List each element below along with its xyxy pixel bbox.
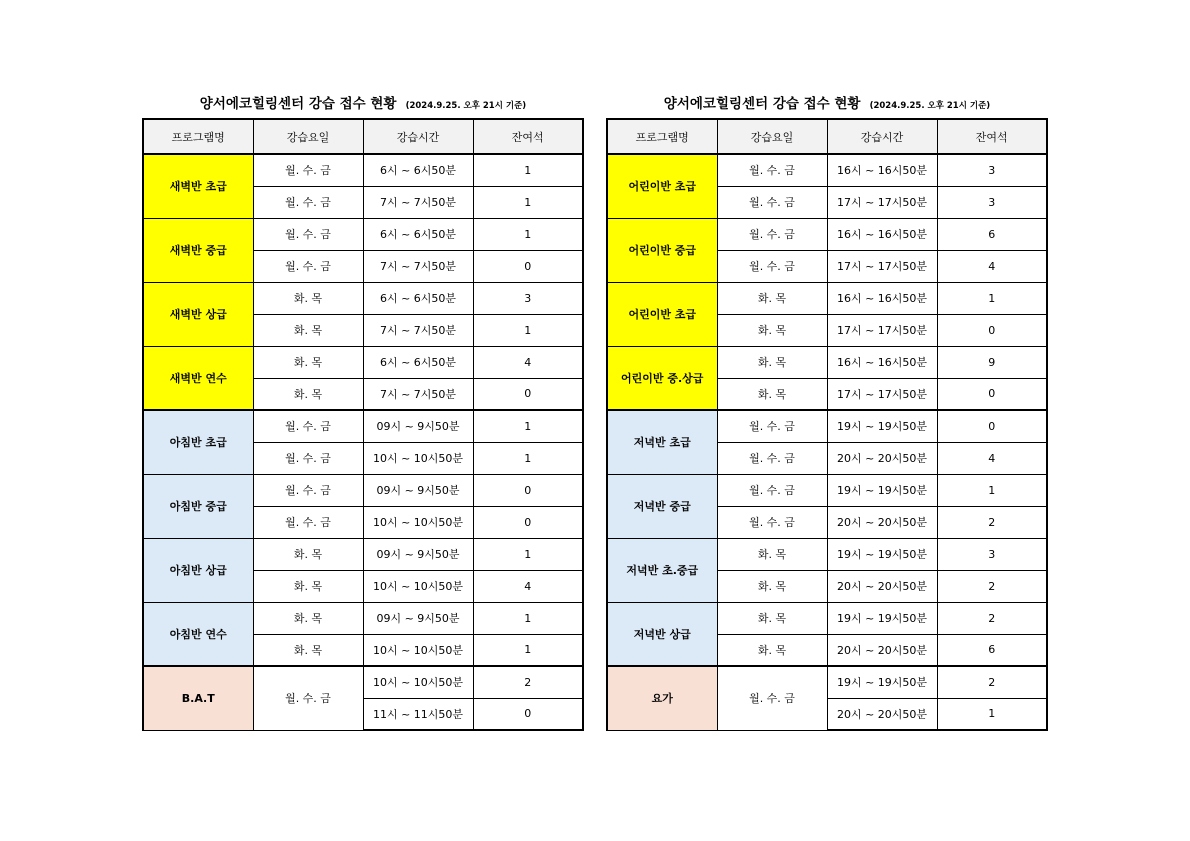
time-cell: 7시 ~ 7시50분 xyxy=(363,186,473,218)
day-cell: 화. 목 xyxy=(717,538,827,570)
program-name-cell: 어린이반 초급 xyxy=(607,154,717,218)
time-cell: 20시 ~ 20시50분 xyxy=(827,506,937,538)
time-cell: 10시 ~ 10시50분 xyxy=(363,442,473,474)
table-body xyxy=(143,154,583,730)
program-name-cell: 어린이반 중.상급 xyxy=(607,346,717,410)
time-cell: 6시 ~ 6시50분 xyxy=(363,154,473,186)
seats-cell: 0 xyxy=(473,250,583,282)
seats-cell: 1 xyxy=(937,698,1047,730)
table-row xyxy=(143,282,583,314)
seats-cell: 3 xyxy=(937,154,1047,186)
seats-cell: 4 xyxy=(937,250,1047,282)
time-cell: 6시 ~ 6시50분 xyxy=(363,346,473,378)
header-time: 강습시간 xyxy=(363,119,473,154)
seats-cell: 1 xyxy=(473,154,583,186)
day-cell: 월. 수. 금 xyxy=(717,218,827,250)
day-cell: 월. 수. 금 xyxy=(253,442,363,474)
day-cell: 월. 수. 금 xyxy=(717,186,827,218)
time-cell: 20시 ~ 20시50분 xyxy=(827,698,937,730)
table-row xyxy=(607,346,1047,378)
day-cell: 월. 수. 금 xyxy=(253,186,363,218)
seats-cell: 1 xyxy=(473,218,583,250)
table-row xyxy=(143,602,583,634)
time-cell: 19시 ~ 19시50분 xyxy=(827,666,937,698)
time-cell: 10시 ~ 10시50분 xyxy=(363,506,473,538)
day-cell: 월. 수. 금 xyxy=(253,250,363,282)
time-cell: 10시 ~ 10시50분 xyxy=(363,634,473,666)
seats-cell: 0 xyxy=(937,378,1047,410)
program-name-cell: 어린이반 중급 xyxy=(607,218,717,282)
seats-cell: 3 xyxy=(473,282,583,314)
seats-cell: 6 xyxy=(937,634,1047,666)
program-name-cell: 새벽반 중급 xyxy=(143,218,253,282)
time-cell: 17시 ~ 17시50분 xyxy=(827,378,937,410)
header-day: 강습요일 xyxy=(253,119,363,154)
time-cell: 19시 ~ 19시50분 xyxy=(827,474,937,506)
time-cell: 16시 ~ 16시50분 xyxy=(827,154,937,186)
seats-cell: 0 xyxy=(473,378,583,410)
table-row xyxy=(143,474,583,506)
program-name-cell: 아침반 초급 xyxy=(143,410,253,474)
program-name-cell: 저녁반 상급 xyxy=(607,602,717,666)
time-cell: 16시 ~ 16시50분 xyxy=(827,282,937,314)
header-row xyxy=(143,119,583,154)
title-text: 양서에코힐링센터 강습 접수 현황 xyxy=(199,96,397,112)
day-cell: 화. 목 xyxy=(253,634,363,666)
day-cell: 월. 수. 금 xyxy=(717,250,827,282)
seats-cell: 2 xyxy=(937,602,1047,634)
header-row xyxy=(607,119,1047,154)
seats-cell: 9 xyxy=(937,346,1047,378)
day-cell: 월. 수. 금 xyxy=(253,410,363,442)
time-cell: 16시 ~ 16시50분 xyxy=(827,218,937,250)
header-program: 프로그램명 xyxy=(607,119,717,154)
time-cell: 20시 ~ 20시50분 xyxy=(827,570,937,602)
seats-cell: 0 xyxy=(473,506,583,538)
program-name-cell: 저녁반 초급 xyxy=(607,410,717,474)
time-cell: 10시 ~ 10시50분 xyxy=(363,570,473,602)
time-cell: 17시 ~ 17시50분 xyxy=(827,314,937,346)
seats-cell: 1 xyxy=(473,634,583,666)
table-row xyxy=(143,346,583,378)
seats-cell: 0 xyxy=(937,410,1047,442)
table-row xyxy=(143,538,583,570)
seats-cell: 1 xyxy=(473,314,583,346)
time-cell: 17시 ~ 17시50분 xyxy=(827,250,937,282)
seats-cell: 1 xyxy=(473,538,583,570)
seats-cell: 1 xyxy=(473,442,583,474)
seats-cell: 1 xyxy=(473,602,583,634)
time-cell: 17시 ~ 17시50분 xyxy=(827,186,937,218)
seats-cell: 2 xyxy=(937,666,1047,698)
seats-cell: 6 xyxy=(937,218,1047,250)
day-cell: 화. 목 xyxy=(717,346,827,378)
day-cell: 화. 목 xyxy=(253,282,363,314)
day-cell: 월. 수. 금 xyxy=(253,666,363,730)
seats-cell: 3 xyxy=(937,538,1047,570)
program-name-cell: 저녁반 초.중급 xyxy=(607,538,717,602)
seats-cell: 3 xyxy=(937,186,1047,218)
day-cell: 월. 수. 금 xyxy=(717,474,827,506)
table-row xyxy=(607,154,1047,186)
time-cell: 7시 ~ 7시50분 xyxy=(363,314,473,346)
table-row xyxy=(143,666,583,698)
day-cell: 화. 목 xyxy=(717,282,827,314)
program-name-cell: 새벽반 초급 xyxy=(143,154,253,218)
day-cell: 월. 수. 금 xyxy=(717,154,827,186)
right-panel xyxy=(606,92,1048,731)
program-name-cell: 새벽반 상급 xyxy=(143,282,253,346)
seats-cell: 0 xyxy=(473,474,583,506)
time-cell: 20시 ~ 20시50분 xyxy=(827,442,937,474)
program-name-cell: 요가 xyxy=(607,666,717,730)
time-cell: 16시 ~ 16시50분 xyxy=(827,346,937,378)
seats-cell: 2 xyxy=(473,666,583,698)
table-row xyxy=(143,154,583,186)
time-cell: 09시 ~ 9시50분 xyxy=(363,474,473,506)
day-cell: 월. 수. 금 xyxy=(717,442,827,474)
day-cell: 월. 수. 금 xyxy=(253,218,363,250)
program-name-cell: 어린이반 초급 xyxy=(607,282,717,346)
program-name-cell: B.A.T xyxy=(143,666,253,730)
program-name-cell: 저녁반 중급 xyxy=(607,474,717,538)
subtitle-text: (2024.9.25. 오후 21시 기준) xyxy=(869,101,991,111)
seats-cell: 1 xyxy=(473,410,583,442)
day-cell: 화. 목 xyxy=(717,602,827,634)
schedule-table xyxy=(606,118,1048,731)
day-cell: 월. 수. 금 xyxy=(253,474,363,506)
time-cell: 09시 ~ 9시50분 xyxy=(363,602,473,634)
panel-title xyxy=(606,92,1048,118)
day-cell: 화. 목 xyxy=(253,346,363,378)
seats-cell: 0 xyxy=(473,698,583,730)
subtitle-text: (2024.9.25. 오후 21시 기준) xyxy=(405,101,527,111)
day-cell: 화. 목 xyxy=(253,538,363,570)
seats-cell: 1 xyxy=(473,186,583,218)
day-cell: 화. 목 xyxy=(253,314,363,346)
program-name-cell: 아침반 중급 xyxy=(143,474,253,538)
time-cell: 7시 ~ 7시50분 xyxy=(363,378,473,410)
day-cell: 화. 목 xyxy=(253,602,363,634)
day-cell: 월. 수. 금 xyxy=(717,666,827,730)
program-name-cell: 아침반 상급 xyxy=(143,538,253,602)
table-row xyxy=(143,410,583,442)
day-cell: 화. 목 xyxy=(253,570,363,602)
seats-cell: 4 xyxy=(937,442,1047,474)
seats-cell: 0 xyxy=(937,314,1047,346)
header-time: 강습시간 xyxy=(827,119,937,154)
table-body xyxy=(607,154,1047,730)
day-cell: 월. 수. 금 xyxy=(717,506,827,538)
seats-cell: 2 xyxy=(937,506,1047,538)
day-cell: 월. 수. 금 xyxy=(253,506,363,538)
header-program: 프로그램명 xyxy=(143,119,253,154)
seats-cell: 2 xyxy=(937,570,1047,602)
day-cell: 화. 목 xyxy=(253,378,363,410)
header-seats: 잔여석 xyxy=(937,119,1047,154)
header-day: 강습요일 xyxy=(717,119,827,154)
seats-cell: 4 xyxy=(473,346,583,378)
day-cell: 월. 수. 금 xyxy=(717,410,827,442)
time-cell: 09시 ~ 9시50분 xyxy=(363,538,473,570)
time-cell: 10시 ~ 10시50분 xyxy=(363,666,473,698)
seats-cell: 4 xyxy=(473,570,583,602)
header-seats: 잔여석 xyxy=(473,119,583,154)
table-row xyxy=(607,538,1047,570)
time-cell: 19시 ~ 19시50분 xyxy=(827,410,937,442)
table-row xyxy=(607,602,1047,634)
day-cell: 화. 목 xyxy=(717,634,827,666)
schedule-table xyxy=(142,118,584,731)
time-cell: 19시 ~ 19시50분 xyxy=(827,538,937,570)
time-cell: 6시 ~ 6시50분 xyxy=(363,282,473,314)
time-cell: 11시 ~ 11시50분 xyxy=(363,698,473,730)
title-text: 양서에코힐링센터 강습 접수 현황 xyxy=(663,96,861,112)
time-cell: 09시 ~ 9시50분 xyxy=(363,410,473,442)
table-row xyxy=(143,218,583,250)
table-row xyxy=(607,410,1047,442)
day-cell: 월. 수. 금 xyxy=(253,154,363,186)
seats-cell: 1 xyxy=(937,282,1047,314)
day-cell: 화. 목 xyxy=(717,378,827,410)
left-panel xyxy=(142,92,584,731)
panel-title xyxy=(142,92,584,118)
day-cell: 화. 목 xyxy=(717,314,827,346)
time-cell: 6시 ~ 6시50분 xyxy=(363,218,473,250)
program-name-cell: 새벽반 연수 xyxy=(143,346,253,410)
day-cell: 화. 목 xyxy=(717,570,827,602)
time-cell: 19시 ~ 19시50분 xyxy=(827,602,937,634)
table-row xyxy=(607,282,1047,314)
time-cell: 7시 ~ 7시50분 xyxy=(363,250,473,282)
table-row xyxy=(607,666,1047,698)
table-row xyxy=(607,218,1047,250)
seats-cell: 1 xyxy=(937,474,1047,506)
table-row xyxy=(607,474,1047,506)
program-name-cell: 아침반 연수 xyxy=(143,602,253,666)
time-cell: 20시 ~ 20시50분 xyxy=(827,634,937,666)
